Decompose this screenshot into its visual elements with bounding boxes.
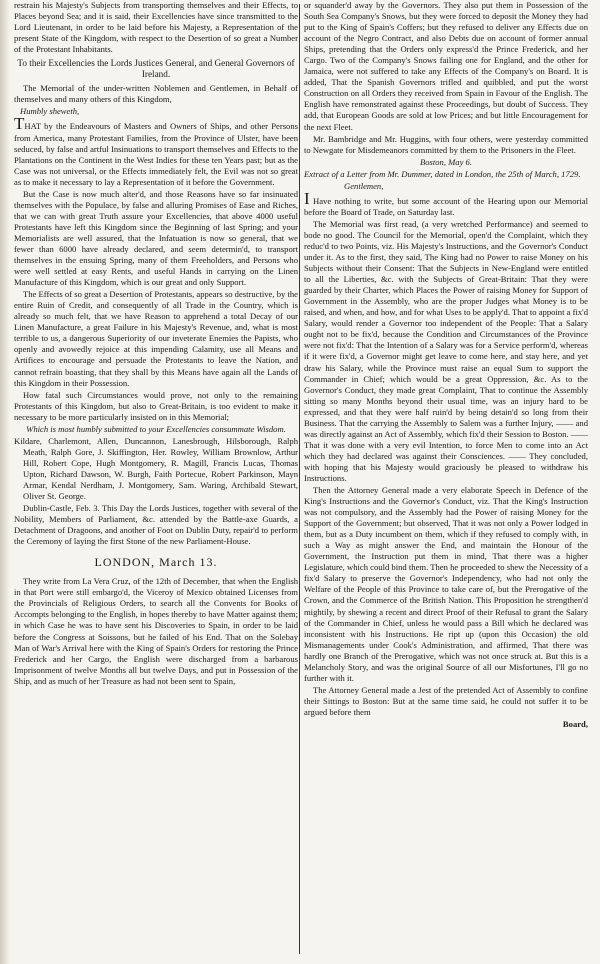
- continued-paragraph: or squander'd away by the Governors. They also put them in Possession of the South Sea Company's Snows, but they were forced to deposit the Money they had put to the King of Spain's Coffers; but they refused to deliver any Effects due on account of the Negro Contract, and also Debts due on account of former annual Ships, pretending that the Orders only express'd the Prince Frederick, and her Cargo. Two of the Company's Snows failing one for England, and the other for Jamaica, were not suffered to take any Effects of the Company's on Board. It is added, That the Spanish Governors trifled and quibbled, and put the worst Construction on all Orders they received from Spain in Favour of the English. The English have remonstrated against these Proceedings, but doubt of Success. They add, that European Goods are sold at low Prices; and but little Encouragement for the next Fleet.: [304, 0, 588, 132]
- london-paragraph: They write from La Vera Cruz, of the 12th of December, that when the English in that Port were still embargo'd, the Viceroy of Mexico obtained Licenses from the Provincials of Religious Orders, to search all the Convents for Books of Accompts belonging to the English, in hopes thereby to have Matter against them; in which Case he was to have sent his Discoveries to Spain, in order to be laid before the Congress at Soissons, but he failed of his End. That on the Solebay Man of War's Arrival here with the King of Spain's Orders for restoring the Prince Frederick and her Cargo, the English were discharged from a barbarous Imprisonment of twelve Months all but twelve Days, and put in Possession of the Ship, and as much of her Treasure as had not been sent to Spain,: [14, 576, 298, 686]
- right-column: [304, 0, 588, 964]
- signatories: Kildare, Charlemont, Allen, Duncannon, Lanesbrough, Hilsborough, Ralph Meath, Ralph Gore, J. Skiffington, Her. Rowley, William Brownlow, Arthur Hill, Robert Cope, Hugh Montgomery, R. Magill, Francis Lucas, Thomas Upton, Richard Dawson, W. Burgh, Faith Portecue, Robert Parkinson, Mayn Armar, Kendal Nerdham, J. Montgomery, Sam. Waring, Archibald Stewart, Oliver St. George.: [14, 435, 298, 502]
- humbly-sheweth: Humbly sheweth,: [20, 106, 80, 117]
- address-heading: To their Excellencies the Lords Justices General, and General Governors of Ireland.: [17, 58, 295, 80]
- memorial-intro: The Memorial of the under-written Noblemen and Gentlemen, in Behalf of themselves and many others of this Kingdom,: [14, 83, 298, 105]
- london-heading: LONDON, March 13.: [94, 555, 218, 570]
- memorial-paragraph-1: THAT by the Endeavours of Masters and Owners of Ships, and other Persons from America, many Protestant Families, from the Province of Ulster, have been seduced, by false and artful Insinuations to transport themselves and Effects to the Plantations on the Continent in the West Indies for these ten Years past; but as the Case was not universal, or the Effects immediately felt, the Evil was not so great as to make it necessary to lay a Representation of it before the Government.: [14, 114, 298, 187]
- letter-paragraph-3: The Attorney General made a Jest of the pretended Act of Assembly to confine their Sittings to Boston: But at the same time said, he could not suffer it to be argued before them: [304, 684, 588, 717]
- letter-paragraph-2: Then the Attorney General made a very elaborate Speech in Defence of the King's Instructions and the Governor's Conduct, viz. That the King's Instruction was not compulsory, and the Assembly had the Power of raising Money for the Support of the Government; but observed, That it was not only a Power lodged in them, but as a Duty incumbent on them, which if they refused to comply with, in such a Way as might answer the End, and maintain the Honour of the Government, the Instruction put them in mind, That there was a higher Legislature, which could bind them. Then he proceeded to shew the Necessity of a fix'd Salary to preserve the Governor's Independency, who had not only the Welfare of the People of this Province to take care of, but the Prerogative of the Crown, and the Commerce of the British Nation. This Proposition he strengthen'd mightily, by shewing a recent and direct Proof of their Refusal to grant the Salary of the Commander in Chief, unless he would pass a Bill which he declared was inconsistent with his Instructions. He ript up (upon this Occasion) the old Mismanagements under Cook's Administration, and affirmed, That there was hardly one Branch of the Prerogative, which was not once struck at. But this is a Melancholy Story, and was the original Source of all our Misfortunes, I'll go no further with it.: [304, 485, 588, 683]
- letter-opening: I Have nothing to write, but some account of the Hearing upon our Memorial before the Board of Trade, on Saturday last.: [304, 188, 588, 217]
- catchword: Board,: [562, 719, 588, 729]
- boston-dateline: Boston, May 6.: [419, 156, 473, 167]
- submission-line: Which is most humbly submitted to your Excellencies consummate Wisdom.: [26, 423, 286, 434]
- memorial-paragraph-2: But the Case is now much alter'd, and those Reasons have so far insinuated themselves with the Populace, by false and alluring Promises of Ease and Riches, that we can with great Truth assure your Excellencies, that above 4000 useful Protestants have left this Kingdom since the Beginning of last Spring; and your Memorialists are well assured, that the Infatuation is now so general, that we fewer than 6000 have already declared, and seem determin'd, to transport themselves in the ensuing Spring, many of them Freeholders, and Persons who were well settled at easy Rents, and useful Hands in carrying on the Linen Manufacture of this Kingdom, which is our great and only Support.: [14, 188, 298, 288]
- dublin-castle-paragraph: Dublin-Castle, Feb. 3. This Day the Lords Justices, together with several of the Nobility, Members of Parliament, &c. attended by the Battle-axe Guards, a Detachment of Dragoons, and another of Foot on Dublin Duty, repair'd to perform the Ceremony of laying the first Stone of the new Parliament-House.: [14, 503, 298, 547]
- letter-paragraph-1: The Memorial was first read, (a very wretched Performance) and seemed to bode no good. The Council for the Memorial, open'd the Complaint, which they reduc'd to two Points, viz. His Majesty's Instructions, and the Governor's Conduct under it. As to the first, they said, The King had no Power to raise Money on his Subjects without their Consent: That the Subjects in New-England were entitled to all the Liberties, &c. with the Subjects of Great-Britain: That they were guarded by their Charter, which Places the Power of raising Money for Support of Government in the Assembly, who are the proper Judges what Money is to be raised, and when, and how, and for what Uses to be apply'd. That to appoint a fix'd Salary, would render a Governor too independent of the People: That a Salary ought not to be fix'd, because the Condition and Circumstances of the Province were not fix'd: That the Intention of a Salary was for a Service perform'd, whereas if it were fix'd, a Governor might get leave to come here, and stay here, and yet draw his Salary, while the Province must raise an equal Sum to support the Commander in Chief; which would be a great Oppression, &c. As to the Governor's Conduct, they made great Complaint, That to continue the Assembly sitting so many Months beyond their usual time, was an injury hard to be expressed, and that they were half ruin'd by being detain'd so long from their Business. That the carrying the Assembly to Salem was a further Injury, —— and was directly against an Act of Assembly, which fix'd their Session to Boston. —— That it was done with a very evil Intention, to force Men to come into an Act which they had declared was against their Consciences. —— They concluded, with hoping that his Majesty would graciously be pleased to withdraw his Instructions.: [304, 218, 588, 483]
- bambridge-paragraph: Mr. Bambridge and Mr. Huggins, with four others, were yesterday committed to Newgate for Misdemeanors committed by them to the Prisoners in the Fleet.: [304, 133, 588, 155]
- column-divider: [299, 4, 300, 954]
- left-column: [14, 0, 298, 964]
- memorial-paragraph-3: The Effects of so great a Desertion of Protestants, appears so destructive, by the entire Ruin of Credit, and consequently of all Trade in the Country, which is already so much felt, that we have Reason to apprehend a total Decay of our Linen Manufacture, a great Failure in his Majesty's Revenue, and, what is most terrible to us, a dangerous Superiority of our inveterate Enemies the Papists, who openly and avowedly rejoice at this impending Calamity, use all Means and Artifices to encourage and persuade the Protestants to leave the Nation, and cannot refrain boasting, that they shall by this Means have again all the Lands of this Kingdom in their Possession.: [14, 289, 298, 388]
- opening-paragraph: restrain his Majesty's Subjects from transporting themselves and their Effects, to Places beyond Sea; and it is said, their Excellencies have since transmitted to the Lord Lieutenant, in order to be laid before his Majesty, a Representation of the present State of the Kingdom, with respect to the Desertion of so great a Number of the Protestant Inhabitants.: [14, 0, 298, 55]
- memorial-paragraph-4: How fatal such Circumstances would prove, not only to the remaining Protestants of this Kingdom, but also to Great-Britain, is too evident to make it necessary to be more particularly insisted on in this Memorial;: [14, 389, 298, 422]
- page-binding-edge: [0, 0, 10, 964]
- extract-heading: Extract of a Letter from Mr. Dummer, dated in London, the 25th of March, 1729.: [304, 168, 581, 179]
- salutation: Gentlemen,: [344, 180, 384, 191]
